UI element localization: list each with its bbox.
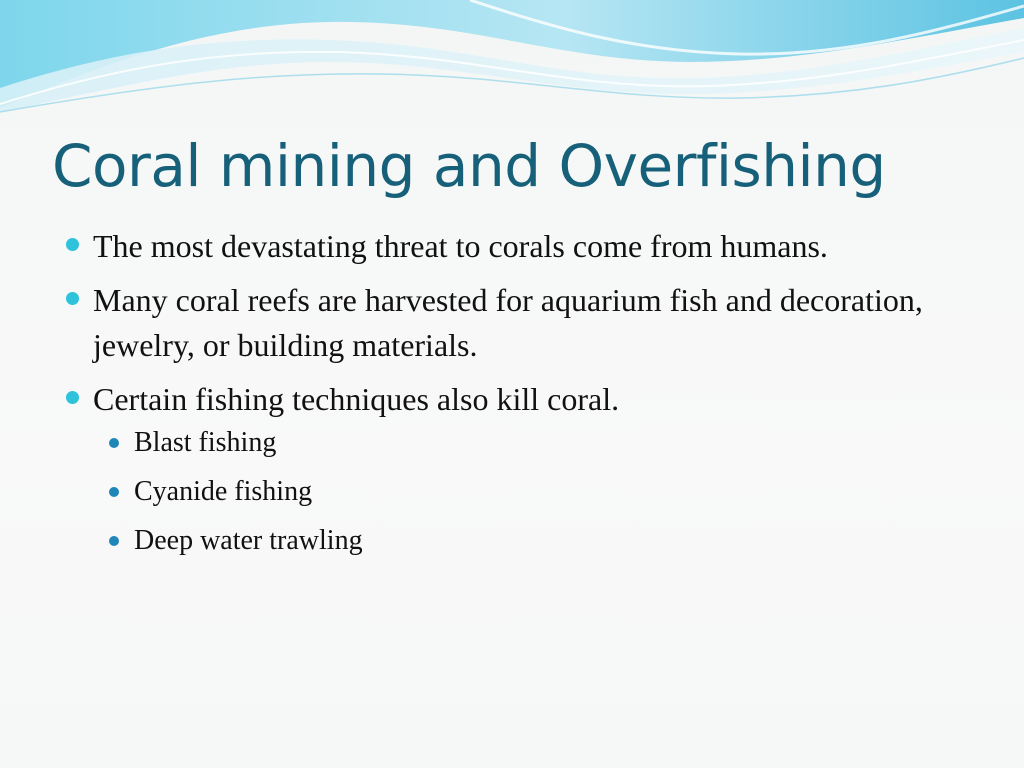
slide-title: Coral mining and Overfishing [52, 132, 886, 200]
bullet-icon [66, 391, 79, 404]
sub-bullet-item [93, 522, 954, 560]
wave-header-decoration [0, 0, 1024, 120]
sub-bullet-item [93, 473, 954, 511]
bullet-item [0, 377, 1024, 560]
bullet-text: The most devastating threat to corals come from humans. [93, 228, 828, 264]
bullet-icon [66, 238, 79, 251]
bullet-item [0, 278, 1024, 368]
bullet-item [0, 224, 1024, 269]
sub-bullet-text: Cyanide fishing [134, 476, 313, 507]
bullet-list [0, 224, 1024, 571]
bullet-text: Certain fishing techniques also kill coral. [93, 381, 620, 417]
sub-bullet-item [93, 424, 954, 462]
sub-bullet-text: Deep water trawling [134, 525, 363, 556]
sub-bullet-list [93, 424, 954, 560]
sub-bullet-text: Blast fishing [134, 427, 277, 458]
bullet-icon [66, 292, 79, 305]
sub-bullet-icon [109, 536, 119, 546]
sub-bullet-icon [109, 438, 119, 448]
sub-bullet-icon [109, 487, 119, 497]
bullet-text: Many coral reefs are harvested for aquarium fish and decoration, jewelry, or building materials. [93, 282, 923, 363]
